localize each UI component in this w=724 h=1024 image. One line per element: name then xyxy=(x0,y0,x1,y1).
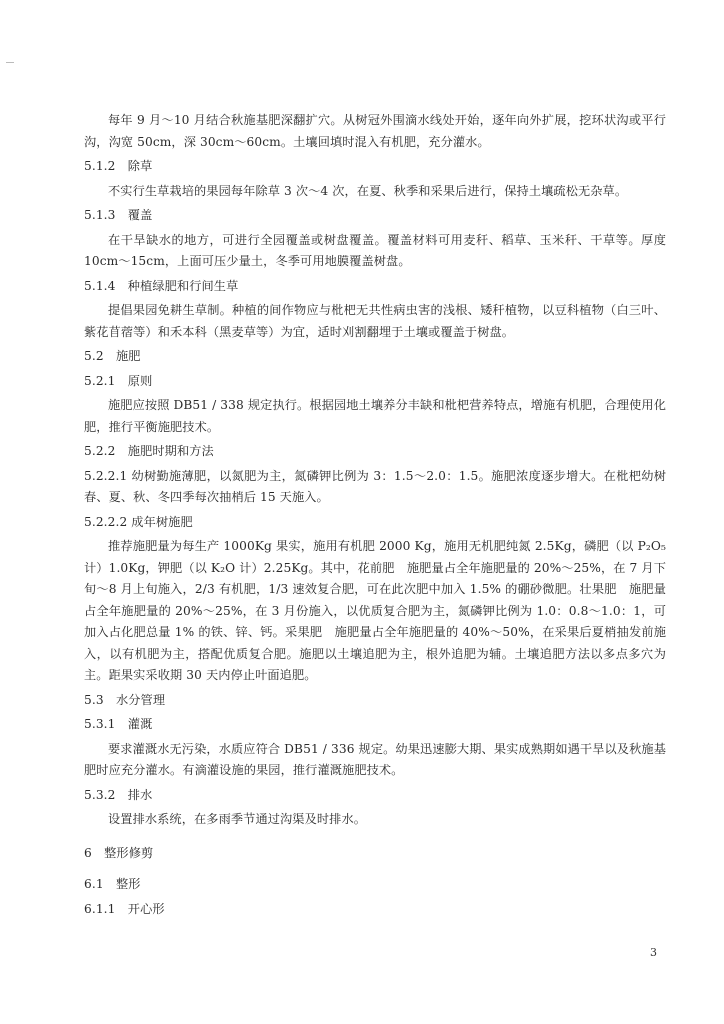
paragraph-mulching: 在干旱缺水的地方，可进行全园覆盖或树盘覆盖。覆盖材料可用麦秆、稻草、玉米秆、干草等。厚度 10cm～15cm，上面可压少量土，冬季可用地膜覆盖树盘。 xyxy=(84,232,666,268)
paragraph-deep-ploughing: 每年 9 月～10 月结合秋施基肥深翻扩穴。从树冠外围滴水线处开始，逐年向外扩展，挖环状沟或平行沟，沟宽 50cm，深 30cm～60cm。土壤回填时混入有机肥，充分灌水。 xyxy=(84,113,666,149)
paragraph-green-manure: 提倡果园免耕生草制。种植的间作物应与枇杷无共性病虫害的浅根、矮秆植物，以豆科植物（白三叶、紫花苜蓿等）和禾本科（黑麦草等）为宜，适时刈割翻埋于土壤或覆盖于树盘。 xyxy=(84,303,666,339)
paragraph-mature-tree-fertilization: 推荐施肥量为每生产 1000Kg 果实，施用有机肥 2000 Kg，施用无机肥纯氮 2.5Kg，磷肥（以 P₂O₅ 计）1.0Kg，钾肥（以 K₂O 计）2.25Kg。其中，花前肥 施肥量占全年施肥量的 20%～25%，在 7 月下旬～8 月上旬施入，2/3 有机肥，1/3 速效复合肥，可在此次肥中加入 1.5% 的硼砂微肥。壮果肥 施肥量占全年施肥量的 20%～25%，在 3 月份施入，以优质复合肥为主，氮磷钾比例为 1.0：0.8～1.0：1，可加入占化肥总量 1% 的铁、锌、钙。采果肥 施肥量占全年施肥量的 40%～50%，在采果后夏梢抽发前施入，以有机肥为主，搭配优质复合肥。施肥以土壤追肥为主，根外追肥为辅。土壤追肥方法以多点多穴为主。距果实采收期 30 天内停止叶面追肥。 xyxy=(84,539,666,682)
heading-5-1-3: 5.1.3 覆盖 xyxy=(84,208,153,222)
paragraph-drainage: 设置排水系统，在多雨季节通过沟渠及时排水。 xyxy=(108,812,367,826)
paragraph-weeding: 不实行生草栽培的果园每年除草 3 次～4 次，在夏、秋季和采果后进行，保持土壤疏松无杂草。 xyxy=(108,183,628,198)
heading-6-1-1: 6.1.1 开心形 xyxy=(84,901,165,916)
heading-5-3: 5.3 水分管理 xyxy=(84,692,166,707)
page-content xyxy=(84,110,666,923)
heading-5-1-4: 5.1.4 种植绿肥和行间生草 xyxy=(84,278,239,293)
heading-5-2-2: 5.2.2 施肥时期和方法 xyxy=(84,444,214,458)
heading-5-2-2-2: 5.2.2.2 成年树施肥 xyxy=(84,514,193,529)
clause-5-2-2-1: 5.2.2.1 幼树勤施薄肥，以氮肥为主，氮磷钾比例为 3：1.5～2.0：1.5。施肥浓度逐步增大。在枇杷幼树春、夏、秋、冬四季每次抽梢后 15 天施入。 xyxy=(84,468,666,504)
page-number: 3 xyxy=(650,946,657,959)
heading-5-1-2: 5.1.2 除草 xyxy=(84,159,153,173)
paragraph-irrigation: 要求灌溉水无污染，水质应符合 DB51 / 336 规定。幼果迅速膨大期、果实成熟期如遇干旱以及秋施基肥时应充分灌水。有滴灌设施的果园，推行灌溉施肥技术。 xyxy=(84,741,666,777)
heading-6-1: 6.1 整形 xyxy=(84,877,141,891)
margin-mark xyxy=(6,62,14,63)
heading-5-2: 5.2 施肥 xyxy=(84,349,141,363)
heading-5-3-1: 5.3.1 灌溉 xyxy=(84,717,153,731)
paragraph-fertilization-principle: 施肥应按照 DB51 / 338 规定执行。根据园地土壤养分丰缺和枇杷营养特点，增施有机肥，合理使用化肥，推行平衡施肥技术。 xyxy=(84,398,666,434)
heading-5-3-2: 5.3.2 排水 xyxy=(84,787,153,802)
chapter-6-heading: 6 整形修剪 xyxy=(84,845,154,860)
heading-5-2-1: 5.2.1 原则 xyxy=(84,373,153,388)
